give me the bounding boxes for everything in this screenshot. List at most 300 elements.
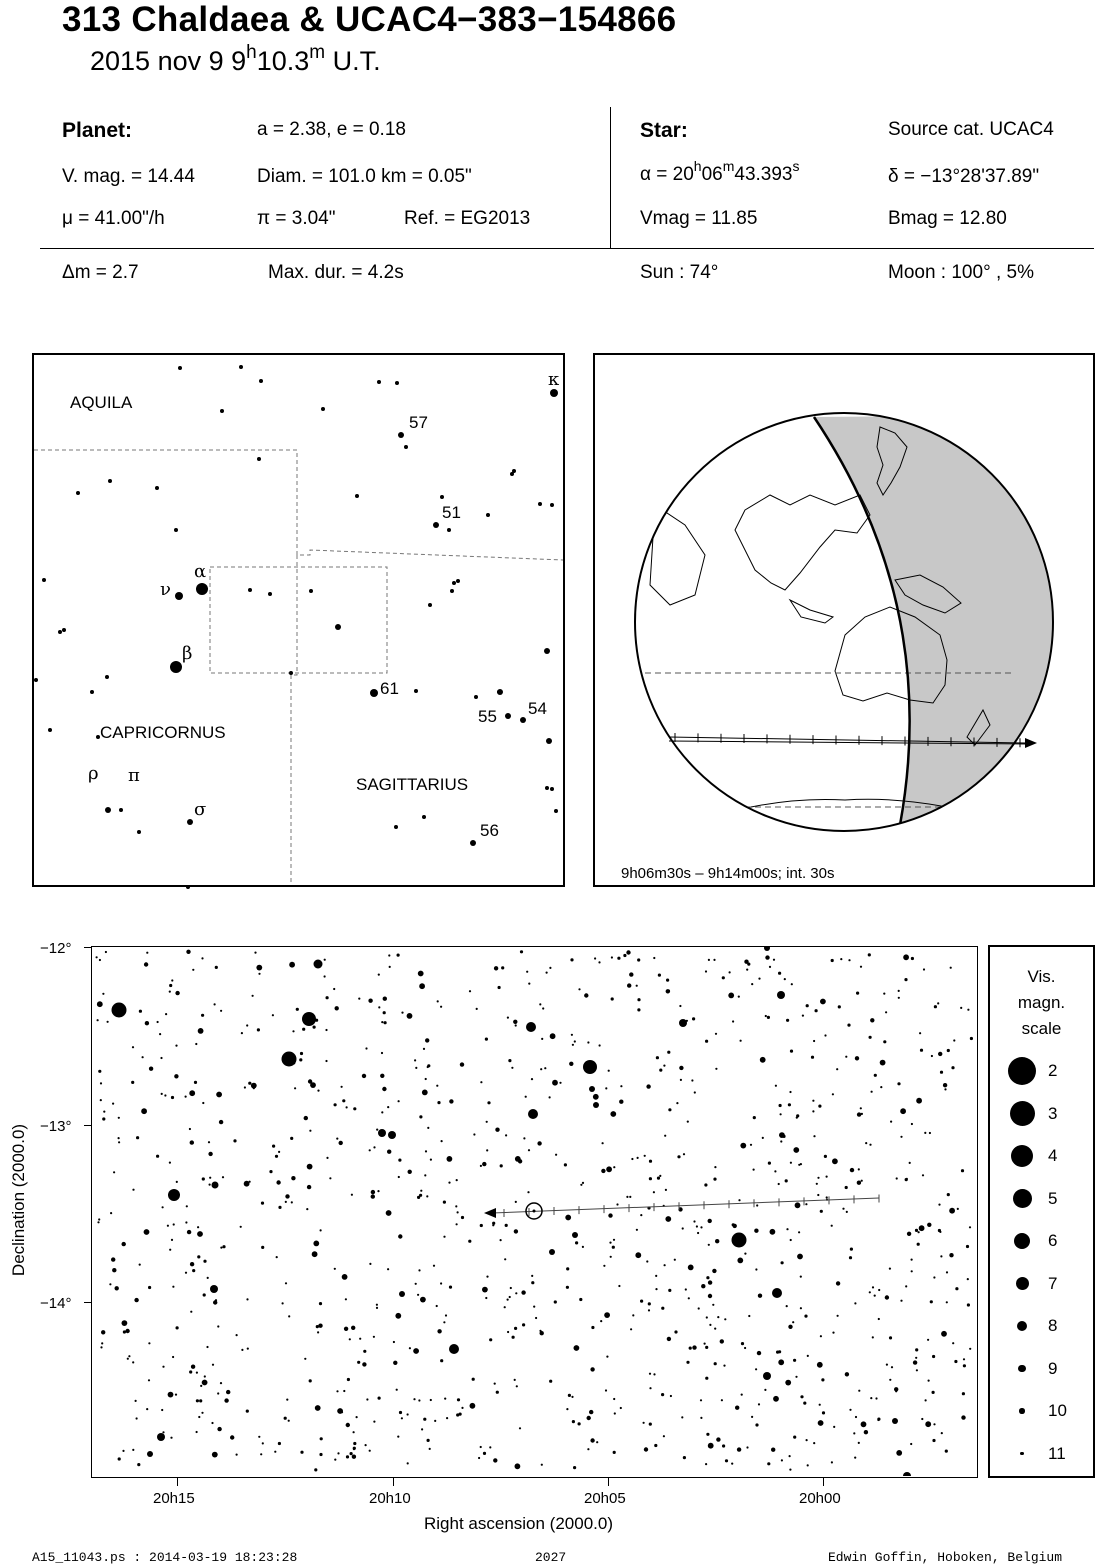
field-star [573,1466,576,1469]
field-star [421,1428,423,1430]
x-tick-label: 20h10 [369,1490,411,1507]
field-star [339,1141,343,1145]
field-star [489,1446,491,1448]
star-dec: δ = −13°28'37.89" [888,166,1040,187]
legend-magnitude: 6 [1048,1231,1058,1250]
field-star [262,1442,264,1444]
field-star [812,1100,814,1102]
field-star [101,1342,103,1344]
field-star [820,1335,822,1337]
field-star [387,1268,389,1270]
field-star [446,1417,448,1419]
field-star [689,1347,692,1350]
field-star [175,1045,177,1047]
field-star [692,1345,696,1349]
field-star [858,1442,860,1444]
field-star [131,1081,134,1084]
field-star [233,1139,236,1142]
field-star [528,983,530,985]
field-star [584,993,588,997]
field-star [568,1394,571,1397]
field-star [883,993,885,995]
field-star [817,1177,819,1179]
field-star [217,1427,221,1431]
field-star [427,1064,430,1067]
field-star [946,1301,948,1303]
field-star [725,1459,728,1462]
field-star [788,1103,791,1106]
label-capricornus: CAPRICORNUS [100,723,226,742]
field-star [398,1159,401,1162]
finder-star [554,809,558,813]
field-star [208,1152,212,1156]
field-star [764,1389,766,1391]
field-star [272,1145,275,1148]
finder-star [90,690,94,694]
field-star [351,1194,353,1196]
field-star [913,1360,917,1364]
indonesia-coast [790,600,833,623]
field-star [900,1136,902,1138]
field-star [201,1412,203,1414]
field-star [505,1134,507,1136]
field-star [318,1324,322,1328]
field-star [515,1024,517,1026]
field-star [849,1256,852,1259]
label-sigma: σ [194,799,207,820]
field-star [869,1291,871,1293]
field-star [169,984,172,987]
field-star [771,1448,775,1452]
field-star [420,1190,422,1192]
field-star [848,959,850,961]
field-star [614,1412,616,1414]
field-star [413,1398,415,1400]
field-star [932,1355,935,1358]
field-star [566,1408,568,1410]
field-star [201,957,203,959]
field-star [369,1263,371,1265]
field-star [653,1373,655,1375]
field-star [168,1392,174,1398]
field-star [705,1040,708,1043]
field-star [970,1037,973,1040]
field-star [769,966,771,968]
field-star [519,1427,521,1429]
field-star [815,1009,818,1012]
field-star [531,1281,534,1284]
field-star [620,1407,622,1409]
field-star [806,1439,808,1441]
field-star [826,1196,828,1198]
x-tick [393,1478,394,1486]
field-star [694,1091,696,1093]
field-star [701,1284,705,1288]
finder-star [520,717,526,723]
field-star [461,1216,464,1219]
field-star [353,1431,355,1433]
field-star [605,1087,607,1089]
finder-star [48,728,52,732]
field-star [555,1154,557,1156]
field-star [549,1249,555,1255]
field-star [122,1450,124,1452]
field-star [531,1078,533,1080]
field-star [285,1282,287,1284]
field-star [922,1174,924,1176]
field-star [831,1225,833,1227]
field-star [781,1459,783,1461]
field-star [336,1138,338,1140]
field-star [795,1376,797,1378]
field-star [817,1194,819,1196]
field-star [791,983,793,985]
field-star [753,1169,755,1171]
field-star [98,1070,101,1073]
finder-star [174,528,178,532]
field-star [366,1398,368,1400]
field-star [413,1348,419,1354]
field-star [455,1205,457,1207]
field-star [683,1153,685,1155]
field-star [148,1379,150,1381]
field-star [449,1344,459,1354]
field-star [393,1361,397,1365]
field-star [779,1104,782,1107]
field-star [571,1396,573,1398]
field-star [147,1451,153,1457]
finder-star [42,578,46,582]
field-star [850,1168,854,1172]
finder-star [187,819,193,825]
field-star [161,1093,163,1095]
field-star [110,1212,112,1214]
field-star [440,1282,442,1284]
field-star [424,1174,426,1176]
field-star [344,1327,348,1331]
field-star [365,1444,367,1446]
field-star [590,1438,594,1442]
field-star [356,1416,358,1418]
field-star [396,1389,398,1391]
field-star [146,1408,148,1410]
field-star [485,1297,487,1299]
field-star [329,1177,331,1179]
field-star [433,1265,435,1267]
field-star [613,1451,616,1454]
field-star [785,1380,791,1386]
field-star [128,1355,130,1357]
field-star [449,1286,452,1289]
field-star [780,1140,782,1142]
finder-star [239,365,243,369]
field-star [944,1088,946,1090]
field-star [527,1191,529,1193]
finder-star [538,502,542,506]
field-star [566,1267,569,1270]
field-star [578,1422,581,1425]
field-star [854,1457,856,1459]
field-star [473,1133,475,1135]
field-star [915,1357,917,1359]
field-star [254,952,256,954]
track-arrow [484,1208,496,1218]
field-star [897,1082,900,1085]
field-star [953,1039,955,1041]
field-star [706,1316,708,1318]
field-star [910,1443,912,1445]
field-star [436,1305,438,1307]
field-star [515,1463,521,1469]
field-star [757,1351,761,1355]
field-star [957,1208,959,1210]
field-star [892,1418,898,1424]
field-star [721,1399,723,1401]
field-star [317,1331,319,1333]
field-star [100,1099,102,1101]
field-star [878,1289,880,1291]
field-star [286,1399,288,1401]
field-star [248,1082,251,1085]
legend-dot [1010,1101,1035,1126]
field-star [845,1186,848,1189]
field-star [923,968,925,970]
planet-reference: Ref. = EG2013 [404,208,531,229]
field-star [336,1390,338,1392]
field-star [224,1398,228,1402]
field-star [943,1083,947,1087]
field-star [148,1342,150,1344]
field-star [449,1099,453,1103]
field-star [291,1201,293,1203]
field-star [832,1158,838,1164]
field-star [139,1010,142,1013]
field-star [800,1276,802,1278]
field-star [822,1411,825,1414]
field-star [649,1373,651,1375]
field-star [317,1090,319,1092]
finder-star [447,528,451,532]
field-star [324,975,326,977]
finder-star [175,592,183,600]
field-star [526,971,528,973]
field-star [100,1082,102,1084]
field-star [891,1366,893,1368]
field-star [118,1137,120,1139]
field-star [570,958,573,961]
field-star [222,1176,224,1178]
field-star [746,969,748,971]
field-star [858,1168,860,1170]
finder-star [550,389,558,397]
field-star [169,991,171,993]
field-star [437,1000,439,1002]
field-star [833,1426,835,1428]
field-star [142,1056,144,1058]
field-star [679,1019,687,1027]
field-star [793,1147,799,1153]
field-star [735,1406,739,1410]
field-star [849,1409,851,1411]
field-star [755,1423,758,1426]
field-star [967,1278,969,1280]
field-star [495,1128,499,1132]
field-star [869,1036,872,1039]
event-date: 2015 nov 9 9$^h$10.3$^m$ U.T. [90,42,381,76]
field-star [134,1298,138,1302]
field-star [386,1210,392,1216]
field-star [920,1049,923,1052]
field-star [880,1060,886,1066]
field-star [505,1224,508,1227]
finder-boundaries [34,355,563,885]
field-star [100,1346,102,1348]
field-star [796,1117,798,1119]
field-star [587,1416,591,1420]
field-star [800,1307,802,1309]
field-star [962,1392,965,1395]
field-star [605,1389,607,1391]
field-star [314,1468,317,1471]
field-star [292,1030,294,1032]
finder-star [108,479,112,483]
field-star [874,1295,876,1297]
field-star [378,1129,386,1137]
field-star [905,1285,907,1287]
field-star [818,1105,821,1108]
field-star [925,1399,927,1401]
field-star [894,1387,898,1391]
field-star [613,1398,615,1400]
field-star [582,1246,584,1248]
field-star [786,1305,788,1307]
legend-magnitude: 2 [1048,1061,1058,1080]
legend-dot [1013,1189,1032,1208]
field-star [209,1177,211,1179]
field-star [399,1291,405,1297]
field-star [425,1038,429,1042]
finder-star [62,628,66,632]
field-star [667,1337,671,1341]
field-star [714,1328,716,1330]
field-star [253,1087,255,1089]
field-star [947,1049,950,1052]
field-star [924,1132,926,1134]
field-star [282,1302,284,1304]
finder-star [178,366,182,370]
field-star [950,967,952,969]
field-star [655,1288,657,1290]
field-star [677,1155,680,1158]
field-star [546,972,548,974]
label-alpha: α [194,561,207,582]
field-star [790,1239,792,1241]
field-star [580,1184,582,1186]
field-star [304,1358,306,1360]
field-star [549,1096,551,1098]
field-star [313,1026,316,1029]
field-star [674,1330,677,1333]
field-star [476,1008,478,1010]
field-star [357,1361,360,1364]
finder-star [335,624,341,630]
field-star [751,1416,753,1418]
field-star [889,1268,891,1270]
field-star [509,1296,511,1298]
field-star [875,1397,877,1399]
field-star [579,1298,582,1301]
field-star [927,1223,931,1227]
field-star [613,1239,615,1241]
field-star [337,1452,339,1454]
legend-magnitude: 11 [1048,1443,1066,1463]
finder-star [119,808,123,812]
field-star [216,1092,222,1098]
field-star [288,1315,290,1317]
star-bmag: Bmag = 12.80 [888,208,1007,229]
field-star [717,1316,719,1318]
field-star [704,1183,707,1186]
y-axis-title: Declination (2000.0) [9,1123,28,1277]
field-star [704,1343,706,1345]
legend-magnitude: 4 [1048,1146,1058,1165]
field-star [377,1190,379,1192]
field-star [659,1069,662,1072]
field-star [729,971,731,973]
field-star [96,956,98,958]
label-sagittarius: SAGITTARIUS [356,775,469,794]
field-star [275,1155,278,1158]
field-star [853,1432,855,1434]
field-star [526,1022,536,1032]
field-star [425,1078,427,1080]
field-star [578,988,580,990]
field-star [373,1336,375,1338]
field-star [247,1348,249,1350]
field-star [637,1008,640,1011]
field-star [658,974,661,977]
field-star [599,1044,601,1046]
field-star [836,1281,840,1285]
field-star [358,998,360,1000]
field-star [246,1410,249,1413]
finder-star [321,407,325,411]
field-star [420,1297,426,1303]
field-star [872,1336,874,1338]
field-star [294,1087,296,1089]
field-star [189,1370,192,1373]
field-star [278,1206,281,1209]
field-star [691,1079,693,1081]
field-star [904,978,907,981]
field-star [102,993,104,995]
finder-star [268,592,272,596]
field-star [276,1256,278,1258]
finder-star [220,409,224,413]
field-star [353,1447,356,1450]
field-star [824,1034,826,1036]
field-star [397,1436,399,1438]
field-star [929,1132,931,1134]
field-star [111,1257,115,1261]
field-star [407,1013,413,1019]
field-star [171,979,173,981]
field-star [898,990,900,992]
field-star [169,1249,171,1251]
field-star [679,1005,681,1007]
field-star [907,1232,911,1236]
field-star [798,1231,800,1233]
